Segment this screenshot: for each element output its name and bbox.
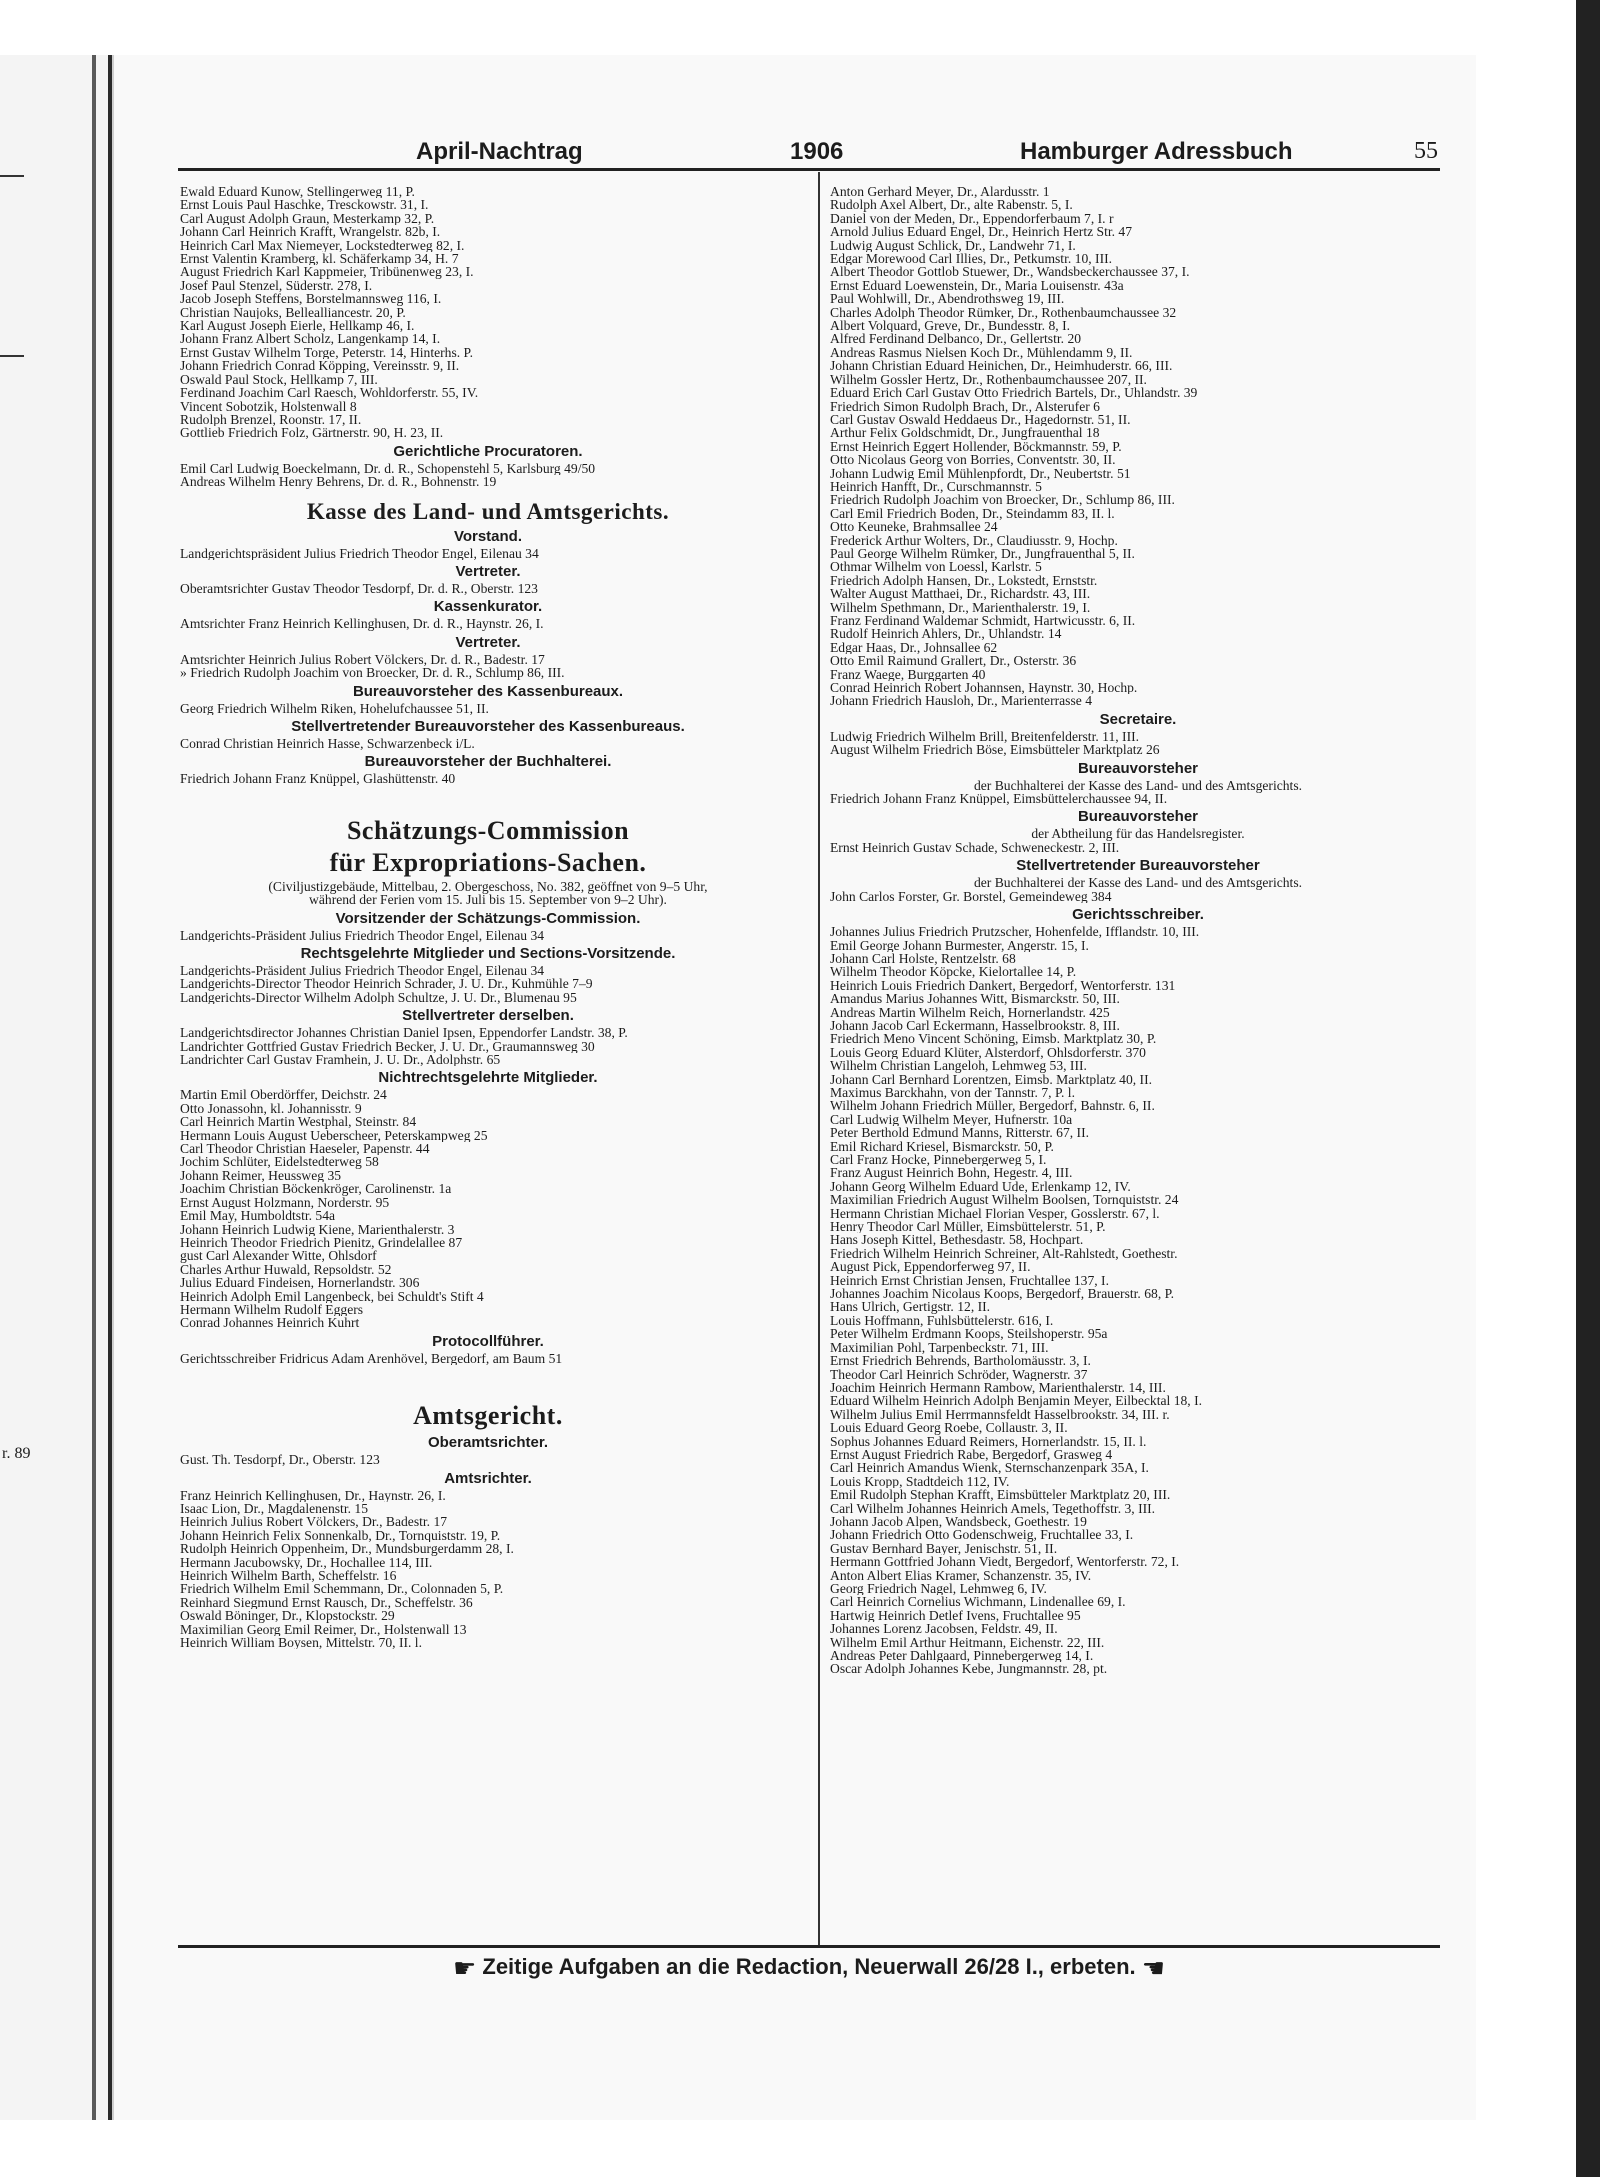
major-heading: Kasse des Land- und Amtsgerichts. [306,498,670,524]
directory-entry: Andreas Peter Dahlgaard, Pinnebergerweg 14, I. [830,1649,1094,1663]
directory-entry: Friedrich Meno Vincent Schöning, Eimsb. Marktplatz 30, P. [830,1032,1157,1046]
directory-entry: Georg Friedrich Wilhelm Riken, Hohelufchaussee 51, II. [180,701,489,715]
directory-entry: Emil Richard Kriesel, Bismarckstr. 50, P. [830,1139,1054,1153]
directory-entry: Louis Georg Eduard Klüter, Alsterdorf, Ohlsdorferstr. 370 [830,1045,1146,1060]
directory-entry: Hermann Gottfried Johann Viedt, Bergedorf, Wentorferstr. 72, I. [830,1555,1180,1569]
directory-entry: Hermann Christian Michael Florian Vesper, Gosslerstr. 67, l. [830,1206,1160,1221]
heading-subtext: (Civiljustizgebäude, Mittelbau, 2. Obergeschoss, No. 382, geöffnet von 9–5 Uhr, [268,878,708,894]
directory-entry: Friedrich Adolph Hansen, Dr., Lokstedt, Ernststr. [830,573,1098,588]
directory-entry: Albert Theodor Gottlob Stuewer, Dr., Wandsbeckerchaussee 37, I. [830,265,1190,279]
directory-entry: Franz Ferdinand Waldemar Schmidt, Hartwicusstr. 6, II. [830,614,1136,628]
footer-text: Zeitige Aufgaben an die Redaction, Neuerwall 26/28 I., erbeten. [482,1954,1136,1979]
directory-entry: Maximilian Pohl, Tarpenbeckstr. 71, III. [830,1340,1049,1355]
directory-entry: Johann Friedrich Conrad Köpping, Vereinsstr. 9, II. [180,359,460,373]
directory-entry: Wilhelm Theodor Köpcke, Kielortallee 14, P. [830,965,1077,979]
directory-entry: Landrichter Carl Gustav Framhein, J. U. Dr., Adolphstr. 65 [180,1053,501,1067]
directory-entry: Hermann Jacubowsky, Dr., Hochallee 114, III. [180,1555,433,1569]
directory-entry: Oberamtsrichter Gustav Theodor Tesdorpf, Dr. d. R., Oberstr. 123 [180,581,538,596]
section-heading: Kassenkurator. [433,598,543,616]
directory-entry: Martin Emil Oberdörffer, Deichstr. 24 [180,1088,387,1102]
footer-rule [178,1945,1440,1948]
right-column [830,185,1446,1676]
directory-entry: Hartwig Heinrich Detlef Ivens, Fruchtallee 95 [830,1608,1081,1623]
directory-entry: Heinrich William Boysen, Mittelstr. 70, II. l. [180,1636,422,1650]
directory-entry: Landgerichtsdirector Johannes Christian Daniel Ipsen, Eppendorfer Landstr. 38, P. [180,1026,628,1040]
directory-entry: Gust. Th. Tesdorpf, Dr., Oberstr. 123 [180,1453,380,1467]
directory-entry: Carl Heinrich Cornelius Wichmann, Lindenallee 69, I. [830,1595,1126,1609]
directory-entry: Carl Heinrich Amandus Wienk, Sternschanzenpark 35A, I. [830,1461,1149,1475]
directory-entry: Johannes Joachim Nicolaus Koops, Bergedorf, Brauerstr. 68, P. [830,1287,1175,1301]
directory-entry: Gustav Bernhard Bayer, Jenischstr. 51, II. [830,1541,1058,1556]
spacer [180,786,796,816]
directory-entry: Landrichter Gottfried Gustav Friedrich Becker, J. U. Dr., Graumannsweg 30 [180,1039,595,1054]
directory-entry: Oswald Paul Stock, Hellkamp 7, III. [180,372,378,387]
directory-entry: Wilhelm Emil Arthur Heitmann, Eichenstr. 22, III. [830,1635,1105,1650]
heading-subtext: der Buchhalterei der Kasse des Land- und des Amtsgerichts. [973,875,1303,891]
directory-entry: August Friedrich Karl Kappmeier, Tribünenweg 23, I. [180,265,474,279]
directory-entry: Walter August Matthaei, Dr., Richardstr. 43, III. [830,587,1091,601]
directory-entry: Ewald Eduard Kunow, Stellingerweg 11, P. [180,185,415,199]
directory-entry: Emil May, Humboldtstr. 54a [180,1209,336,1223]
directory-entry: Johann Jacob Alpen, Wandsbeck, Goethestr. 19 [830,1514,1087,1529]
directory-entry: Landgerichts-Präsident Julius Friedrich Theodor Engel, Eilenau 34 [180,928,545,942]
directory-entry: Ernst Heinrich Eggert Hollender, Böckmannstr. 59, P. [830,439,1122,454]
directory-entry: » Friedrich Rudolph Joachim von Broecker, Dr. d. R., Schlump 86, III. [180,666,565,680]
running-header [178,138,1440,168]
directory-entry: Sophus Johannes Eduard Reimers, Hornerlandstr. 15, II. l. [830,1434,1147,1448]
heading-subtext: während der Ferien vom 15. Juli bis 15. September von 9–2 Uhr). [309,892,667,908]
section-heading: Bureauvorsteher der Buchhalterei. [364,753,612,771]
directory-entry: Heinrich Julius Robert Völckers, Dr., Badestr. 17 [180,1515,448,1529]
section-heading: Rechtsgelehrte Mitglieder und Sections-Vorsitzende. [300,945,676,962]
directory-entry: Emil Rudolph Stephan Krafft, Eimsbütteler Marktplatz 20, III. [830,1488,1171,1502]
directory-entry: Anton Gerhard Meyer, Dr., Alardusstr. 1 [830,185,1050,199]
directory-entry: Carl Theodor Christian Haeseler, Papenstr. 44 [180,1142,430,1156]
header-section: April-Nachtrag [416,138,583,165]
directory-entry: Friedrich Wilhelm Heinrich Schreiner, Alt-Rahlstedt, Goethestr. [830,1246,1178,1261]
directory-entry: Arthur Felix Goldschmidt, Dr., Jungfrauenthal 18 [830,426,1100,440]
directory-entry: Heinrich Louis Friedrich Dankert, Bergedorf, Wentorferstr. 131 [830,978,1176,993]
directory-entry: Carl Franz Hocke, Pinnebergerweg 5, I. [830,1153,1047,1167]
directory-entry: Johann Franz Albert Scholz, Langenkamp 14, I. [180,332,441,346]
directory-entry: Rudolf Heinrich Ahlers, Dr., Uhlandstr. 14 [830,627,1062,641]
section-heading: Vorstand. [453,527,523,545]
major-heading: Schätzungs-Commission [346,815,630,845]
directory-entry: Eduard Wilhelm Heinrich Adolph Benjamin Meyer, Eilbecktal 18, I. [830,1394,1203,1408]
directory-entry: Johann Jacob Carl Eckermann, Hasselbrookstr. 8, III. [830,1018,1120,1033]
directory-entry: Carl Emil Friedrich Boden, Dr., Steindamm 83, II. l. [830,506,1115,521]
directory-entry: Carl Heinrich Martin Westphal, Steinstr. 84 [180,1115,417,1129]
directory-entry: Joachim Heinrich Hermann Rambow, Marienthalerstr. 14, III. [830,1380,1166,1395]
directory-entry: Edgar Morewood Carl Illies, Dr., Petkumstr. 10, III. [830,252,1113,266]
directory-entry: Johannes Julius Friedrich Prutzscher, Hohenfelde, Ifflandstr. 10, III. [830,925,1200,939]
pointing-hand-left-icon: ☛ [452,1953,477,1984]
section-heading: Protocollführer. [432,1332,544,1350]
directory-entry: Rudolph Heinrich Oppenheim, Dr., Mundsburgerdamm 28, I. [180,1542,514,1556]
directory-entry: Paul George Wilhelm Rümker, Dr., Jungfrauenthal 5, II. [830,546,1135,561]
binder-mark [0,355,24,357]
directory-entry: Heinrich Ernst Christian Jensen, Fruchtallee 137, I. [830,1273,1109,1288]
directory-entry: Heinrich Hanfft, Dr., Curschmannstr. 5 [830,479,1042,494]
directory-entry: Hermann Louis August Ueberscheer, Peterskampweg 25 [180,1128,488,1143]
directory-entry: Eduard Erich Carl Gustav Otto Friedrich Bartels, Dr., Uhlandstr. 39 [830,386,1198,400]
directory-entry: Conrad Christian Heinrich Hasse, Schwarzenbeck i/L. [180,736,475,751]
heading-subtext: der Abtheilung für das Handelsregister. [1031,826,1245,842]
directory-entry: Ernst Friedrich Behrends, Bartholomäusstr. 3, I. [830,1354,1091,1368]
section-heading: Bureauvorsteher [1077,808,1199,826]
section-heading: Gerichtliche Procuratoren. [393,442,583,460]
directory-entry: Friedrich Simon Rudolph Brach, Dr., Alsterufer 6 [830,399,1100,413]
section-heading: Oberamtsrichter. [427,1434,549,1452]
binder-mark [0,175,24,177]
directory-entry: Emil Carl Ludwig Boeckelmann, Dr. d. R., Schopenstehl 5, Karlsburg 49/50 [180,461,596,476]
section-heading: Stellvertreter derselben. [402,1007,574,1025]
section-heading: Vertreter. [455,562,521,580]
directory-entry: Ernst Gustav Wilhelm Torge, Peterstr. 14, Hinterhs. P. [180,345,474,360]
directory-entry: gust Carl Alexander Witte, Ohlsdorf [180,1249,377,1263]
directory-entry: Heinrich Carl Max Niemeyer, Lockstedterweg 82, I. [180,238,465,253]
directory-entry: Landgerichts-Director Wilhelm Adolph Schultze, J. U. Dr., Blumenau 95 [180,990,577,1005]
directory-entry: Franz August Heinrich Bohn, Hegestr. 4, III. [830,1166,1073,1180]
directory-entry: Othmar Wilhelm von Loessl, Karlstr. 5 [830,560,1042,574]
directory-entry: August Wilhelm Friedrich Böse, Eimsbütteler Marktplatz 26 [830,743,1160,757]
directory-entry: Anton Albert Elias Kramer, Schanzenstr. 35, IV. [830,1568,1092,1582]
header-rule [178,168,1440,171]
directory-entry: Rudolph Brenzel, Roonstr. 17, II. [180,412,362,427]
directory-entry: Peter Berthold Edmund Manns, Ritterstr. 67, II. [830,1126,1090,1140]
directory-entry: Julius Eduard Findeisen, Hornerlandstr. 306 [180,1276,420,1290]
directory-entry: Oscar Adolph Johannes Kebe, Jungmannstr. 28, pt. [830,1662,1108,1676]
directory-entry: Carl Wilhelm Johannes Heinrich Amels, Tegethoffstr. 3, III. [830,1501,1156,1515]
directory-entry: Landgerichts-Präsident Julius Friedrich Theodor Engel, Eilenau 34 [180,964,545,978]
directory-entry: John Carlos Forster, Gr. Borstel, Gemeindeweg 384 [830,889,1112,904]
section-heading: Amtsrichter. [444,1469,532,1487]
directory-entry: Johann Carl Holste, Rentzelstr. 68 [830,951,1016,966]
header-title: Hamburger Adressbuch [1020,138,1293,165]
directory-entry: Friedrich Johann Franz Knüppel, Glashüttenstr. 40 [180,772,456,786]
directory-entry: Joachim Christian Böckenkröger, Carolinenstr. 1a [180,1182,452,1196]
directory-entry: Theodor Carl Heinrich Schröder, Wagnerstr. 37 [830,1367,1088,1381]
directory-entry: Johannes Lorenz Jacobsen, Feldstr. 49, II. [830,1622,1058,1636]
section-heading: Stellvertretender Bureauvorsteher des Kassenbureaus. [291,717,685,735]
directory-entry: Andreas Rasmus Nielsen Koch Dr., Mühlendamm 9, II. [830,345,1133,360]
scan-edge-shadow [1576,0,1600,2177]
directory-entry: Maximus Barckhahn, von der Tannstr. 7, P. l. [830,1085,1075,1100]
directory-entry: Alfred Ferdinand Delbanco, Dr., Gellertstr. 20 [830,332,1082,346]
section-heading: Secretaire. [1099,710,1177,728]
directory-entry: Louis Hoffmann, Fuhlsbüttelerstr. 616, I. [830,1313,1054,1328]
directory-entry: Hermann Wilhelm Rudolf Eggers [180,1302,364,1317]
directory-entry: Johann Heinrich Felix Sonnenkalb, Dr., Tornquiststr. 19, P. [180,1528,501,1543]
page-number: 55 [1414,138,1438,164]
directory-entry: Maximilian Friedrich August Wilhelm Boolsen, Tornquiststr. 24 [830,1193,1179,1207]
directory-entry: Johann Christian Eduard Heinichen, Dr., Heimhuderstr. 66, III. [830,359,1173,373]
directory-entry: Karl August Joseph Eierle, Hellkamp 46, I. [180,319,415,333]
directory-entry: Edgar Haas, Dr., Johnsallee 62 [830,640,998,655]
directory-entry: Conrad Heinrich Robert Johannsen, Haynstr. 30, Hochp. [830,681,1138,695]
directory-entry: Christian Naujoks, Bellealliancestr. 20, P. [180,305,406,320]
directory-entry: Amtsrichter Heinrich Julius Robert Völckers, Dr. d. R., Badestr. 17 [180,652,545,667]
directory-entry: Landgerichtspräsident Julius Friedrich Theodor Engel, Eilenau 34 [180,546,539,560]
directory-entry: Johann Friedrich Hausloh, Dr., Marienterrasse 4 [830,694,1092,708]
directory-entry: Emil George Johann Burmester, Angerstr. 15, I. [830,938,1089,952]
directory-entry: Johann Georg Wilhelm Eduard Ude, Erlenkamp 12, IV. [830,1179,1131,1194]
directory-entry: Ernst Louis Paul Haschke, Tresckowstr. 31, I. [180,198,429,212]
directory-entry: Johann Heinrich Ludwig Kiene, Marienthalerstr. 3 [180,1222,455,1236]
section-heading: Nichtrechtsgelehrte Mitglieder. [378,1069,598,1087]
directory-entry: Vincent Sobotzik, Holstenwall 8 [180,399,357,413]
spacer [180,1365,796,1401]
directory-entry: Ferdinand Joachim Carl Raesch, Wohldorferstr. 55, IV. [180,386,479,400]
binder-edge [92,55,96,2120]
directory-entry: Andreas Wilhelm Henry Behrens, Dr. d. R., Bohnenstr. 19 [180,475,497,489]
binder-gutter [0,55,112,2120]
directory-entry: Charles Adolph Theodor Rümker, Dr., Rothenbaumchaussee 32 [830,305,1177,320]
directory-entry: Louis Eduard Georg Roebe, Collaustr. 3, II. [830,1421,1068,1435]
directory-entry: Ernst Heinrich Gustav Schade, Schweneckestr. 2, III. [830,840,1120,855]
directory-entry: Friedrich Wilhelm Emil Schemmann, Dr., Colonnaden 5, P. [180,1582,504,1596]
pointing-hand-right-icon: ☚ [1141,1953,1166,1984]
directory-entry: Hans Joseph Kittel, Bethesdastr. 58, Hochpart. [830,1233,1084,1247]
directory-entry: Johann Reimer, Heussweg 35 [180,1168,342,1183]
section-heading: Bureauvorsteher des Kassenbureaux. [352,682,624,700]
directory-entry: Oswald Böninger, Dr., Klopstockstr. 29 [180,1609,395,1623]
directory-entry: Franz Waege, Burggarten 40 [830,667,986,682]
directory-entry: Frederick Arthur Wolters, Dr., Claudiusstr. 9, Hochp. [830,533,1118,547]
footer-notice [178,1952,1440,1983]
directory-entry: Carl August Adolph Graun, Mesterkamp 32, P. [180,211,435,226]
directory-entry: Wilhelm Christian Langeloh, Lehmweg 53, III. [830,1059,1087,1073]
section-heading: Vorsitzender der Schätzungs-Commission. [335,909,641,927]
column-divider [818,172,820,1945]
directory-entry: Louis Kropp, Stadtdeich 112, IV. [830,1474,1010,1489]
directory-entry: Arnold Julius Eduard Engel, Dr., Heinrich Hertz Str. 47 [830,225,1133,239]
directory-entry: Otto Keuneke, Brahmsallee 24 [830,520,998,534]
directory-entry: Wilhelm Spethmann, Dr., Marienthalerstr. 19, I. [830,600,1091,614]
directory-entry: Henry Theodor Carl Müller, Eimsbüttelerstr. 51, P. [830,1220,1106,1234]
directory-entry: Isaac Lion, Dr., Magdalenenstr. 15 [180,1501,368,1516]
directory-entry: Rudolph Axel Albert, Dr., alte Rabenstr. 5, I. [830,198,1073,212]
directory-entry: Albert Volquard, Greve, Dr., Bundesstr. 8, I. [830,319,1070,333]
directory-entry: Maximilian Georg Emil Reimer, Dr., Holstenwall 13 [180,1622,467,1637]
directory-entry: Otto Nicolaus Georg von Borries, Conventstr. 30, II. [830,453,1116,467]
directory-entry: Johann Carl Bernhard Lorentzen, Eimsb. Marktplatz 40, II. [830,1072,1153,1086]
directory-entry: August Pick, Eppendorferweg 97, II. [830,1260,1031,1274]
directory-entry: Wilhelm Gossler Hertz, Dr., Rothenbaumchaussee 207, II. [830,372,1147,387]
directory-entry: Jacob Joseph Steffens, Borstelmannsweg 116, I. [180,292,442,306]
directory-entry: Ludwig August Schlick, Dr., Landwehr 71, I. [830,238,1076,253]
directory-entry: Peter Wilhelm Erdmann Koops, Steilshoperstr. 95a [830,1327,1108,1341]
directory-entry: Charles Arthur Huwald, Repsoldstr. 52 [180,1262,392,1277]
directory-entry: Gerichtsschreiber Fridricus Adam Arenhövel, Bergedorf, am Baum 51 [180,1351,563,1366]
major-heading: für Expropriations-Sachen. [329,847,647,877]
directory-entry: Jochim Schlüter, Eidelstedterweg 58 [180,1155,379,1169]
directory-entry: Amtsrichter Franz Heinrich Kellinghusen, Dr. d. R., Haynstr. 26, I. [180,617,544,631]
directory-entry: Wilhelm Johann Friedrich Müller, Bergedorf, Bahnstr. 6, II. [830,1099,1155,1113]
directory-entry: Josef Paul Stenzel, Süderstr. 278, I. [180,278,373,293]
section-heading: Stellvertretender Bureauvorsteher [1016,857,1260,875]
directory-entry: Paul Wohlwill, Dr., Abendrothsweg 19, III. [830,292,1065,306]
directory-entry: Gottlieb Friedrich Folz, Gärtnerstr. 90, H. 23, II. [180,426,444,440]
section-heading: Bureauvorsteher [1077,759,1199,777]
directory-entry: Amandus Marius Johannes Witt, Bismarckstr. 50, III. [830,992,1120,1006]
directory-entry: Hans Ulrich, Gertigstr. 12, II. [830,1300,991,1314]
directory-entry: Heinrich Wilhelm Barth, Scheffelstr. 16 [180,1569,397,1583]
directory-entry: Carl Gustav Oswald Heddaeus Dr., Hagedornstr. 51, II. [830,412,1131,427]
directory-entry: Reinhard Siegmund Ernst Rausch, Dr., Scheffelstr. 36 [180,1595,473,1610]
directory-entry: Otto Emil Raimund Grallert, Dr., Osterstr. 36 [830,654,1077,668]
heading-subtext: der Buchhalterei der Kasse des Land- und des Amtsgerichts. [973,777,1303,793]
directory-entry: Heinrich Adolph Emil Langenbeck, bei Schuldt's Stift 4 [180,1289,484,1303]
section-heading: Vertreter. [455,633,521,651]
section-heading: Gerichtsschreiber. [1072,906,1204,924]
directory-entry: Friedrich Johann Franz Knüppel, Eimsbüttelerchaussee 94, II. [830,792,1168,806]
directory-entry: Ernst August Holzmann, Norderstr. 95 [180,1195,390,1210]
directory-entry: Andreas Martin Wilhelm Reich, Hornerlandstr. 425 [830,1005,1110,1019]
directory-entry: Ernst Eduard Loewenstein, Dr., Maria Louisenstr. 43a [830,278,1124,293]
directory-entry: Georg Friedrich Nagel, Lehmweg 6, IV. [830,1582,1047,1596]
directory-entry: Johann Friedrich Otto Godenschweig, Fruchtallee 33, I. [830,1528,1134,1542]
directory-entry: Landgerichts-Director Theodor Heinrich Schrader, J. U. Dr., Kuhmühle 7–9 [180,977,593,991]
left-column [180,185,796,1649]
directory-entry: Ludwig Friedrich Wilhelm Brill, Breitenfelderstr. 11, III. [830,729,1140,744]
directory-entry: Ernst August Friedrich Rabe, Bergedorf, Grasweg 4 [830,1447,1113,1462]
directory-entry: Conrad Johannes Heinrich Kuhrt [180,1316,360,1330]
directory-entry: Daniel von der Meden, Dr., Eppendorferbaum 7, I. r [830,211,1114,226]
major-heading: Amtsgericht. [413,1401,563,1431]
directory-entry: Johann Carl Heinrich Krafft, Wrangelstr. 82b, I. [180,225,441,239]
directory-entry: Carl Ludwig Wilhelm Meyer, Hufnerstr. 10a [830,1112,1073,1127]
directory-entry: Otto Jonassohn, kl. Johannisstr. 9 [180,1101,362,1116]
binder-text-fragment: r. 89 [2,1445,31,1462]
directory-entry: Friedrich Rudolph Joachim von Broecker, Dr., Schlump 86, III. [830,493,1175,507]
directory-entry: Ernst Valentin Kramberg, kl. Schäferkamp 34, H. 7 [180,252,459,266]
directory-entry: Franz Heinrich Kellinghusen, Dr., Haynstr. 26, I. [180,1488,446,1502]
directory-entry: Heinrich Theodor Friedrich Pienitz, Grindelallee 87 [180,1235,463,1250]
directory-entry: Johann Ludwig Emil Mühlenpfordt, Dr., Neubertstr. 51 [830,466,1131,480]
header-year: 1906 [790,138,844,165]
directory-entry: Wilhelm Julius Emil Herrmannsfeldt Hasselbrookstr. 34, III. r. [830,1407,1170,1422]
